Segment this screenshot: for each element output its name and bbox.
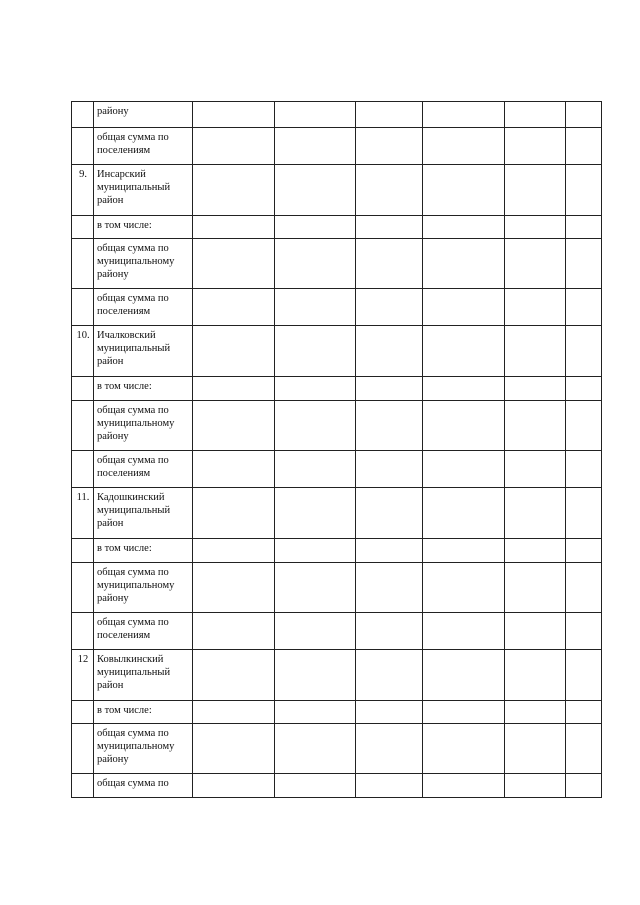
table-row [72, 102, 602, 128]
row-name-cell: общая сумма по муниципальному району [94, 563, 193, 613]
value-cell [566, 289, 602, 326]
value-cell [505, 239, 566, 289]
table-row [72, 774, 602, 798]
value-cell [423, 539, 505, 563]
value-cell [423, 650, 505, 701]
row-name-cell: Ковылкинский муниципальный район [94, 650, 193, 701]
value-cell [356, 239, 423, 289]
value-cell [566, 539, 602, 563]
value-cell [193, 774, 275, 798]
table-body [72, 102, 602, 798]
table-row [72, 239, 602, 289]
value-cell [566, 650, 602, 701]
value-cell [193, 539, 275, 563]
value-cell [505, 451, 566, 488]
row-number-cell: 11. [72, 488, 94, 539]
value-cell [566, 701, 602, 724]
value-cell [505, 724, 566, 774]
table-row [72, 701, 602, 724]
value-cell [505, 326, 566, 377]
value-cell [275, 563, 356, 613]
value-cell [193, 326, 275, 377]
value-cell [356, 165, 423, 216]
value-cell [193, 377, 275, 401]
value-cell [566, 165, 602, 216]
value-cell [193, 128, 275, 165]
row-number-cell [72, 239, 94, 289]
value-cell [193, 451, 275, 488]
value-cell [356, 451, 423, 488]
table-row [72, 128, 602, 165]
value-cell [275, 377, 356, 401]
value-cell [275, 102, 356, 128]
value-cell [356, 216, 423, 239]
row-number-cell [72, 451, 94, 488]
value-cell [275, 724, 356, 774]
value-cell [275, 401, 356, 451]
row-name-cell: району [94, 102, 193, 128]
table-row [72, 289, 602, 326]
value-cell [423, 326, 505, 377]
value-cell [505, 216, 566, 239]
value-cell [566, 128, 602, 165]
value-cell [356, 539, 423, 563]
row-name-cell: Ичалковский муниципальный район [94, 326, 193, 377]
table-row [72, 165, 602, 216]
value-cell [566, 239, 602, 289]
row-name-cell: в том числе: [94, 216, 193, 239]
value-cell [566, 216, 602, 239]
table-row [72, 613, 602, 650]
value-cell [505, 774, 566, 798]
value-cell [356, 724, 423, 774]
table-row [72, 488, 602, 539]
value-cell [275, 216, 356, 239]
value-cell [275, 239, 356, 289]
row-number-cell: 9. [72, 165, 94, 216]
row-name-cell: в том числе: [94, 539, 193, 563]
value-cell [505, 377, 566, 401]
table-row [72, 650, 602, 701]
row-number-cell [72, 724, 94, 774]
value-cell [566, 563, 602, 613]
value-cell [423, 613, 505, 650]
value-cell [275, 451, 356, 488]
value-cell [193, 650, 275, 701]
row-number-cell [72, 102, 94, 128]
value-cell [356, 326, 423, 377]
value-cell [356, 128, 423, 165]
value-cell [505, 563, 566, 613]
value-cell [275, 165, 356, 216]
value-cell [193, 701, 275, 724]
value-cell [356, 650, 423, 701]
value-cell [566, 724, 602, 774]
value-cell [356, 563, 423, 613]
value-cell [356, 701, 423, 724]
value-cell [505, 539, 566, 563]
value-cell [423, 724, 505, 774]
value-cell [193, 239, 275, 289]
value-cell [566, 377, 602, 401]
value-cell [505, 650, 566, 701]
row-number-cell [72, 128, 94, 165]
row-name-cell: общая сумма по муниципальному району [94, 401, 193, 451]
value-cell [193, 613, 275, 650]
value-cell [275, 128, 356, 165]
value-cell [356, 488, 423, 539]
value-cell [566, 774, 602, 798]
row-name-cell: Кадошкинский муниципальный район [94, 488, 193, 539]
value-cell [356, 102, 423, 128]
value-cell [505, 401, 566, 451]
row-number-cell [72, 774, 94, 798]
value-cell [193, 563, 275, 613]
row-number-cell [72, 216, 94, 239]
table-row [72, 401, 602, 451]
value-cell [275, 539, 356, 563]
value-cell [193, 289, 275, 326]
row-number-cell [72, 701, 94, 724]
row-name-cell: общая сумма по [94, 774, 193, 798]
value-cell [193, 216, 275, 239]
value-cell [275, 701, 356, 724]
value-cell [505, 128, 566, 165]
value-cell [423, 165, 505, 216]
value-cell [566, 451, 602, 488]
value-cell [566, 401, 602, 451]
value-cell [423, 289, 505, 326]
value-cell [275, 613, 356, 650]
row-name-cell: общая сумма по муниципальному району [94, 724, 193, 774]
table-row [72, 451, 602, 488]
row-name-cell: в том числе: [94, 701, 193, 724]
row-name-cell: общая сумма по поселениям [94, 451, 193, 488]
row-number-cell [72, 563, 94, 613]
value-cell [423, 377, 505, 401]
table-row [72, 377, 602, 401]
table-row [72, 539, 602, 563]
value-cell [423, 563, 505, 613]
table-row [72, 216, 602, 239]
value-cell [356, 377, 423, 401]
value-cell [193, 102, 275, 128]
value-cell [566, 326, 602, 377]
row-name-cell: общая сумма по поселениям [94, 289, 193, 326]
table-row [72, 724, 602, 774]
value-cell [423, 128, 505, 165]
value-cell [423, 774, 505, 798]
value-cell [505, 488, 566, 539]
value-cell [505, 102, 566, 128]
row-number-cell: 12 [72, 650, 94, 701]
value-cell [423, 102, 505, 128]
value-cell [356, 774, 423, 798]
value-cell [505, 701, 566, 724]
value-cell [356, 289, 423, 326]
value-cell [275, 774, 356, 798]
value-cell [566, 488, 602, 539]
value-cell [193, 401, 275, 451]
value-cell [505, 613, 566, 650]
value-cell [356, 401, 423, 451]
table-row [72, 326, 602, 377]
row-number-cell [72, 377, 94, 401]
row-number-cell: 10. [72, 326, 94, 377]
value-cell [275, 326, 356, 377]
value-cell [275, 289, 356, 326]
value-cell [356, 613, 423, 650]
row-name-cell: общая сумма по поселениям [94, 128, 193, 165]
value-cell [505, 289, 566, 326]
value-cell [566, 102, 602, 128]
value-cell [275, 650, 356, 701]
value-cell [505, 165, 566, 216]
row-number-cell [72, 401, 94, 451]
row-name-cell: общая сумма по муниципальному району [94, 239, 193, 289]
value-cell [193, 724, 275, 774]
row-number-cell [72, 539, 94, 563]
row-name-cell: Инсарский муниципальный район [94, 165, 193, 216]
value-cell [193, 165, 275, 216]
row-number-cell [72, 613, 94, 650]
value-cell [275, 488, 356, 539]
budget-table [71, 101, 602, 798]
row-number-cell [72, 289, 94, 326]
value-cell [423, 216, 505, 239]
value-cell [423, 239, 505, 289]
value-cell [423, 701, 505, 724]
value-cell [193, 488, 275, 539]
value-cell [423, 451, 505, 488]
table-row [72, 563, 602, 613]
row-name-cell: в том числе: [94, 377, 193, 401]
row-name-cell: общая сумма по поселениям [94, 613, 193, 650]
value-cell [423, 488, 505, 539]
value-cell [423, 401, 505, 451]
value-cell [566, 613, 602, 650]
